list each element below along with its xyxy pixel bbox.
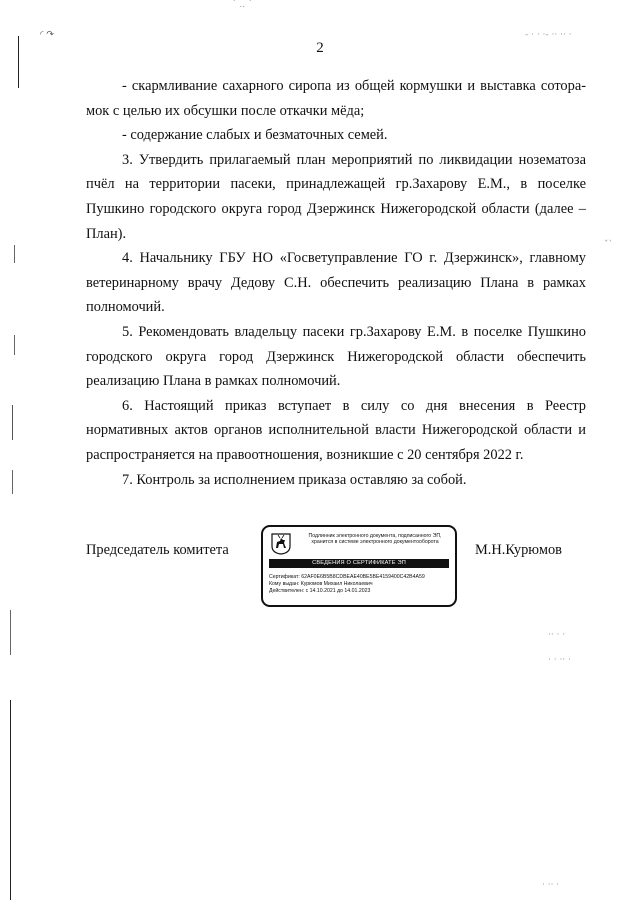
page-number: 2 [316,40,324,56]
stamp-valid-row [269,588,453,594]
stamp-issued-label: Кому выдан: [269,581,300,587]
scan-margin-line [10,610,11,655]
paragraph-recommend-owner: 5. Рекомендовать владельцу пасеки гр.Захарову Е.М. в поселке Пушкино городского округа город Дзержинск Нижегородской области обеспечить реализацию Плана в рамках полномочий. [86,323,586,390]
scan-noise: ˙ .. ˙ [232,0,253,10]
paragraph-approve-plan: 3. Утвердить прилагаемый план мероприятий по ликвидации нозематоза пчёл на территории пасеки, принадлежащей гр.Захарову Е.М., в поселке Пушкино городского округа город Дзержинск Нижегородской области (далее – План). [86,151,586,242]
body-text [86,74,586,492]
electronic-signature-stamp [261,525,457,607]
paragraph-weak-colonies: - содержание слабых и безматочных семей. [122,127,388,144]
scan-noise: ◜ ↷ [40,30,54,40]
deer-emblem-icon [271,533,291,555]
scan-margin-line [10,700,11,900]
paragraph-control: 7. Контроль за исполнением приказа оставляю за собой. [122,471,467,488]
scan-noise: · ·· · [542,880,560,890]
stamp-issued-row [269,581,453,587]
scan-noise: ˇˋ [604,240,613,250]
stamp-issued-value: Курюмов Михаил Николаевич [300,581,373,587]
stamp-certificate-bar: СВЕДЕНИЯ О СЕРТИФИКАТЕ ЭП [269,559,449,568]
paragraph-entry-into-force: 6. Настоящий приказ вступает в силу со дня внесения в Реестр нормативных актов органов исполнительной власти Нижегородской области и распространяется на правоотношения, возникшие с 20 сентября 2022 г. [86,397,586,463]
stamp-valid-value: с 14.10.2021 до 14.01.2023 [305,588,371,594]
stamp-certificate-label: Сертификат: [269,574,300,580]
scan-noise: ·· · · [548,630,566,640]
stamp-valid-label: Действителен: [269,588,305,594]
scan-margin-line [12,405,13,440]
scan-margin-line [12,470,13,494]
stamp-header: Подлинник электронного документа, подписанного ЭП, хранится в системе электронного документооборота [308,533,442,546]
paragraph-head-gbu: 4. Начальнику ГБУ НО «Госветуправление ГО г. Дзержинск», главному ветеринарному врачу Дедову С.Н. обеспечить реализацию Плана в рамках полномочий. [86,250,586,316]
scan-margin-line [14,335,15,355]
scan-noise: · · ·· · [548,655,571,665]
signer-name: М.Н.Курюмов [475,542,562,558]
signer-title: Председатель комитета [86,542,229,558]
scan-margin-line [14,245,15,263]
stamp-certificate-value: 62AF0E6B5B8CDBEAE40BE5BE4159400C42B4A59 [301,574,425,580]
stamp-certificate-row [269,574,453,580]
scan-noise: - · · ·- ·· ·· · [525,30,572,40]
paragraph-feeding: - скармливание сахарного сиропа из общей кормушки и выставка соторамок с целью их обсушки после откачки мёда; [86,78,586,119]
